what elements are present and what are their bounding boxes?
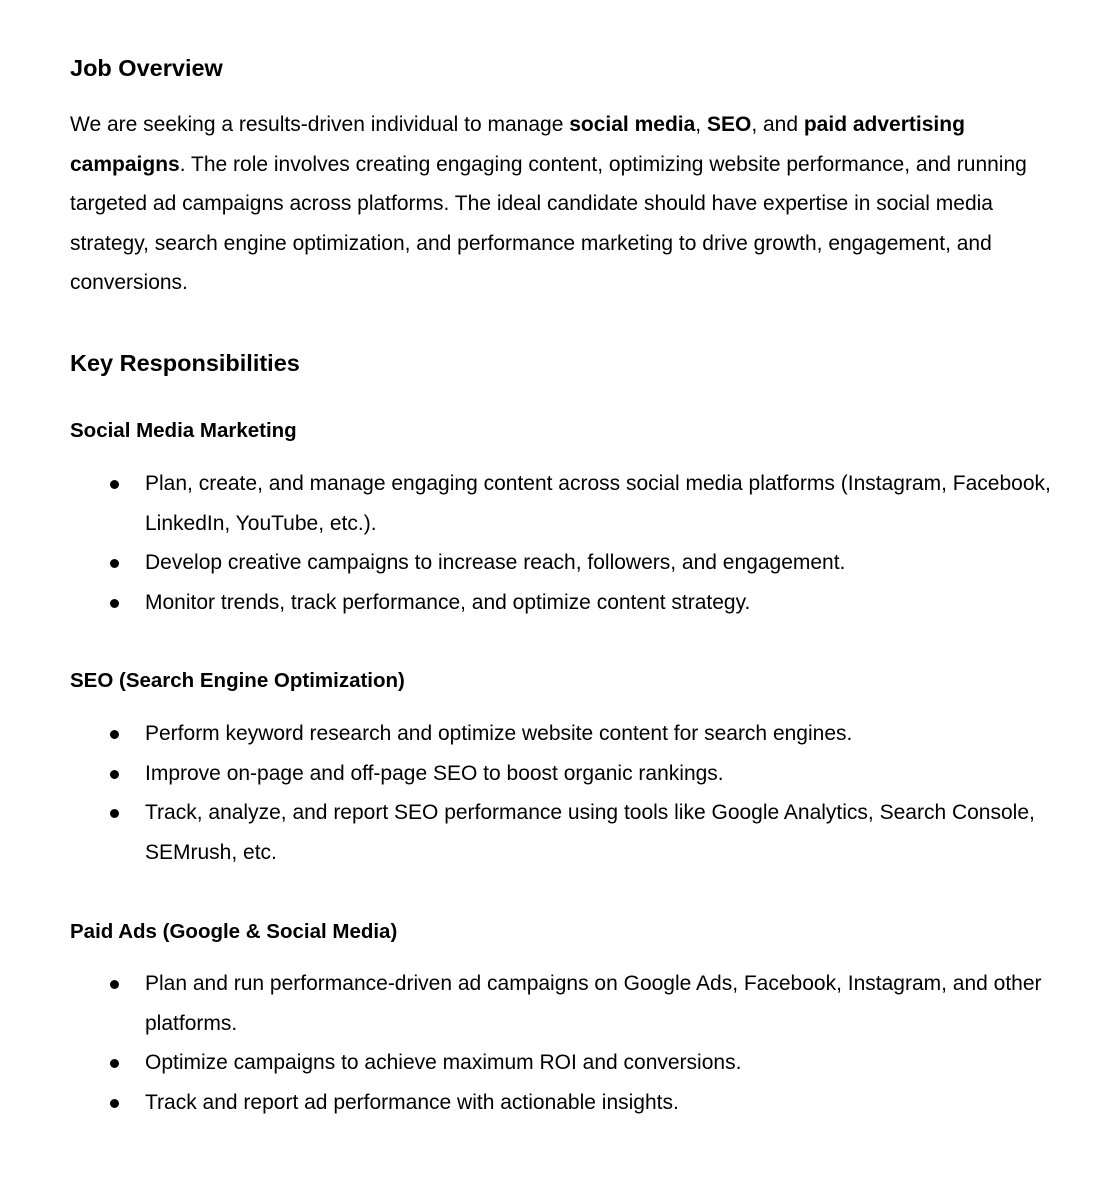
list-item bbox=[70, 714, 1060, 754]
list-item bbox=[70, 793, 1060, 872]
paid-ads-list bbox=[70, 964, 1060, 1122]
list-item-text: Track and report ad performance with actionable insights. bbox=[145, 1090, 679, 1114]
list-item bbox=[70, 1043, 1060, 1083]
bullet-icon bbox=[110, 1099, 119, 1108]
list-item-text: Develop creative campaigns to increase reach, followers, and engagement. bbox=[145, 551, 846, 575]
key-responsibilities-heading: Key Responsibilities bbox=[70, 350, 300, 376]
list-item bbox=[70, 754, 1060, 794]
bullet-icon bbox=[110, 730, 119, 739]
list-item-text: Perform keyword research and optimize website content for search engines. bbox=[145, 722, 853, 745]
list-item-text: Monitor trends, track performance, and optimize content strategy. bbox=[145, 590, 751, 614]
social-media-list bbox=[70, 464, 1060, 622]
bullet-icon bbox=[110, 770, 119, 779]
section-title-seo: SEO (Search Engine Optimization) bbox=[70, 669, 405, 692]
overview-bold-social-media: social media bbox=[569, 113, 696, 136]
bullet-icon bbox=[110, 1059, 119, 1068]
bullet-icon bbox=[110, 480, 119, 489]
list-item bbox=[70, 464, 1060, 543]
list-item-text: Track, analyze, and report SEO performance using tools like Google Analytics, Search Console, SEMrush, etc. bbox=[145, 801, 1035, 864]
list-item-text: Optimize campaigns to achieve maximum ROI and conversions. bbox=[145, 1051, 742, 1075]
overview-bold-paid-advertising: paid advertising campaigns bbox=[70, 113, 965, 176]
section-title-paid-ads: Paid Ads (Google & Social Media) bbox=[70, 920, 398, 943]
list-item-text: Plan and run performance-driven ad campaigns on Google Ads, Facebook, Instagram, and other platforms. bbox=[145, 972, 1042, 1035]
list-item bbox=[70, 1083, 1060, 1123]
list-item bbox=[70, 583, 1060, 623]
overview-text-2: , bbox=[695, 113, 707, 136]
job-overview-paragraph bbox=[70, 105, 1055, 303]
bullet-icon bbox=[110, 559, 119, 568]
list-item-text: Improve on-page and off-page SEO to boost organic rankings. bbox=[145, 761, 724, 785]
overview-bold-seo: SEO bbox=[706, 113, 752, 136]
seo-list bbox=[70, 714, 1060, 872]
job-overview-heading: Job Overview bbox=[70, 55, 223, 81]
section-title-social-media: Social Media Marketing bbox=[70, 419, 297, 442]
bullet-icon bbox=[110, 980, 119, 989]
list-item bbox=[70, 964, 1060, 1043]
bullet-icon bbox=[110, 599, 119, 608]
bullet-icon bbox=[110, 809, 119, 818]
overview-text-4: . The role involves creating engaging content, optimizing website performance, and running targeted ad campaigns across platforms. The ideal candidate should have expertise in social media strategy, search engine optimization, and performance marketing to drive growth, engagement, and conversions. bbox=[70, 152, 1027, 295]
overview-text-3: , and bbox=[751, 113, 804, 136]
list-item-text: Plan, create, and manage engaging content across social media platforms (Instagram, Facebook, LinkedIn, YouTube, etc.). bbox=[145, 472, 1051, 535]
list-item bbox=[70, 543, 1060, 583]
overview-text-1: We are seeking a results-driven individual to manage bbox=[70, 113, 570, 136]
